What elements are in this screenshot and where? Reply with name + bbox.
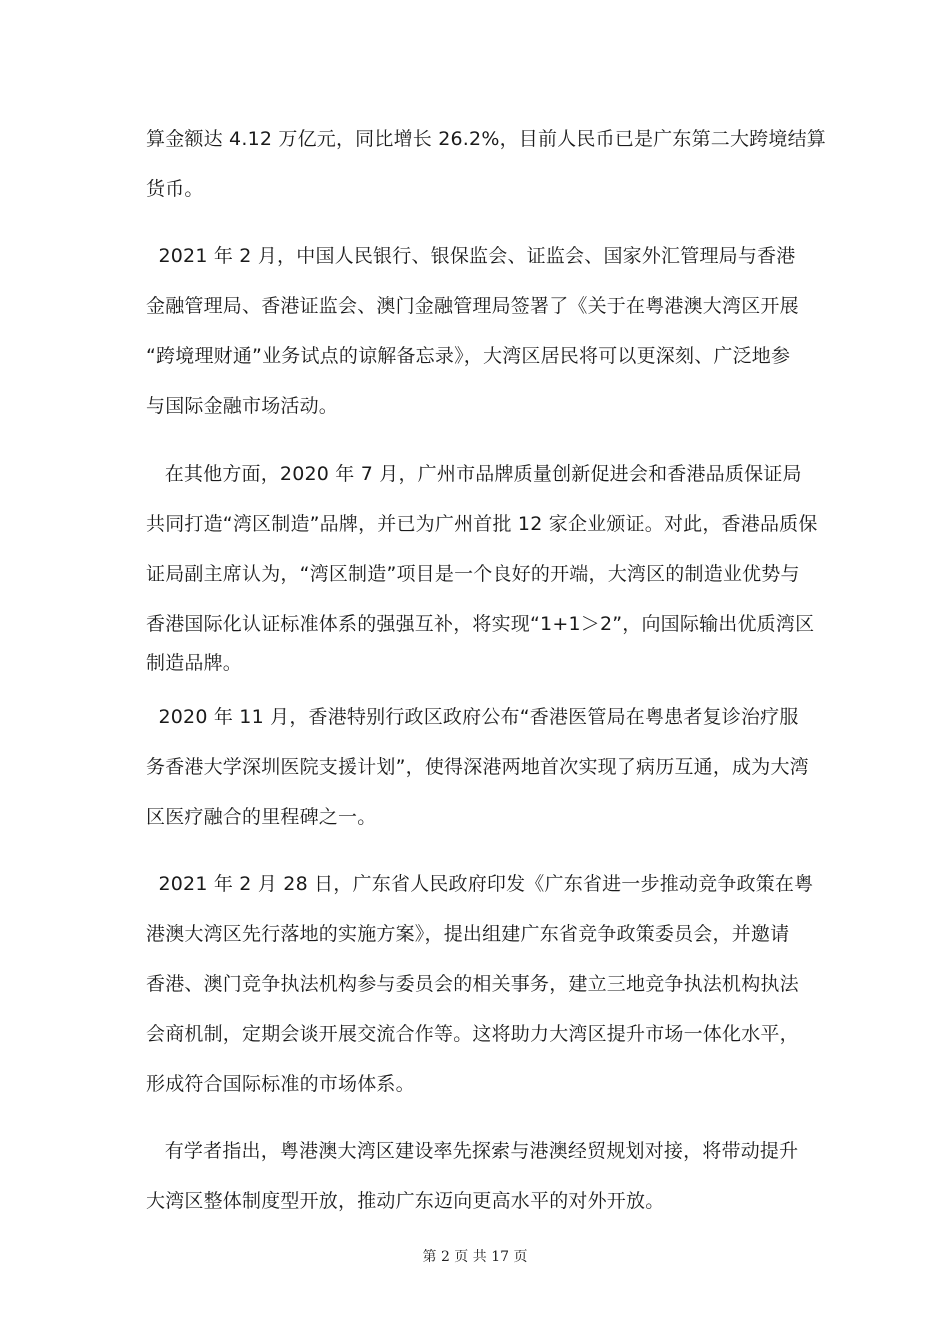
paragraph-line: 制造品牌。 — [146, 652, 243, 674]
paragraph-line: 区医疗融合的里程碑之一。 — [146, 806, 377, 828]
paragraph-line: 大湾区整体制度型开放，推动广东迈向更高水平的对外开放。 — [146, 1190, 665, 1212]
paragraph-line: 在其他方面，2020 年 7 月，广州市品牌质量创新促进会和香港品质保证局 — [146, 463, 802, 485]
paragraph-line: 有学者指出，粤港澳大湾区建设率先探索与港澳经贸规划对接，将带动提升 — [146, 1140, 799, 1162]
paragraph-line: 2021 年 2 月，中国人民银行、银保监会、证监会、国家外汇管理局与香港 — [146, 245, 796, 267]
paragraph-line: 形成符合国际标准的市场体系。 — [146, 1073, 415, 1095]
paragraph-line: 金融管理局、香港证监会、澳门金融管理局签署了《关于在粤港澳大湾区开展 — [146, 295, 799, 317]
paragraph-line: 香港、澳门竞争执法机构参与委员会的相关事务，建立三地竞争执法机构执法 — [146, 973, 799, 995]
paragraph-line: 证局副主席认为，“湾区制造”项目是一个良好的开端，大湾区的制造业优势与 — [146, 563, 800, 585]
paragraph-line: 算金额达 4.12 万亿元，同比增长 26.2%，目前人民币已是广东第二大跨境结算 — [146, 128, 826, 150]
paragraph-line: 务香港大学深圳医院支援计划”，使得深港两地首次实现了病历互通，成为大湾 — [146, 756, 809, 778]
paragraph-line: 2021 年 2 月 28 日，广东省人民政府印发《广东省进一步推动竞争政策在粤 — [146, 873, 814, 895]
paragraph-line: 与国际金融市场活动。 — [146, 395, 339, 417]
paragraph-line: 2020 年 11 月，香港特别行政区政府公布“香港医管局在粤患者复诊治疗服 — [146, 706, 799, 728]
page-number-footer: 第 2 页 共 17 页 — [422, 1249, 528, 1265]
paragraph-line: “跨境理财通”业务试点的谅解备忘录》，大湾区居民将可以更深刻、广泛地参 — [146, 345, 791, 367]
paragraph-line: 会商机制，定期会谈开展交流合作等。这将助力大湾区提升市场一体化水平， — [146, 1023, 799, 1045]
paragraph-line: 香港国际化认证标准体系的强强互补，将实现“1+1＞2”，向国际输出优质湾区 — [146, 613, 815, 635]
paragraph-line: 货币。 — [146, 178, 204, 200]
paragraph-line: 共同打造“湾区制造”品牌，并已为广州首批 12 家企业颁证。对此，香港品质保 — [146, 513, 818, 535]
paragraph-line: 港澳大湾区先行落地的实施方案》，提出组建广东省竞争政策委员会，并邀请 — [146, 923, 790, 945]
